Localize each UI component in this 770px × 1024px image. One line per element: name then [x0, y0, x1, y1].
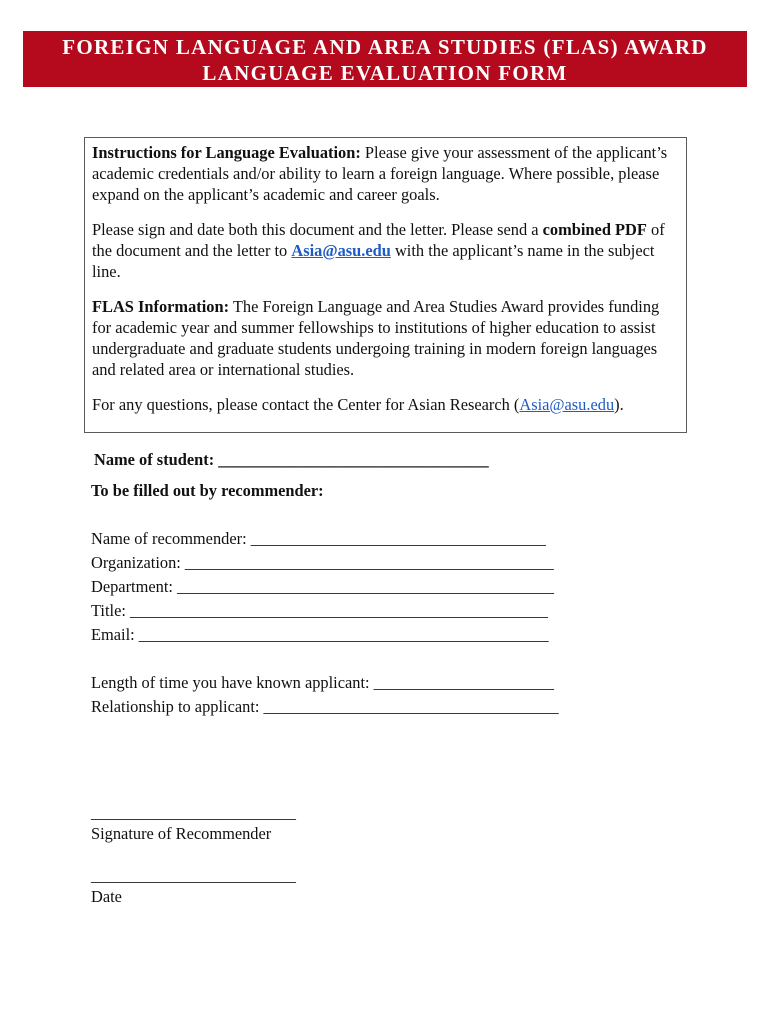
instructions-heading: Instructions for Language Evaluation:	[92, 143, 361, 162]
email-field[interactable]: Email: __________________________________________________	[91, 625, 549, 644]
date-label: Date	[91, 887, 122, 906]
form-title-line-2: LANGUAGE EVALUATION FORM	[202, 61, 568, 85]
combined-pdf-text: combined PDF	[542, 220, 647, 239]
flas-info-heading: FLAS Information:	[92, 297, 230, 316]
form-title-line-1: FOREIGN LANGUAGE AND AREA STUDIES (FLAS) AWARD	[62, 35, 708, 59]
recommender-section-heading: To be filled out by recommender:	[91, 481, 324, 500]
date-line[interactable]: _________________________	[91, 866, 296, 885]
instructions-box	[84, 137, 687, 433]
length-known-field[interactable]: Length of time you have known applicant: ______________________	[91, 673, 554, 692]
flas-info-paragraph	[92, 296, 676, 380]
submission-email-link[interactable]: Asia@asu.edu	[291, 241, 391, 260]
student-name-field[interactable]: Name of student: _________________________________	[94, 450, 489, 469]
department-field[interactable]: Department: ______________________________________________	[91, 577, 555, 596]
submission-text-3: with the applicant’s name in the subject line.	[92, 241, 655, 281]
recommender-name-field[interactable]: Name of recommender: ____________________________________	[91, 529, 546, 548]
contact-text-2: ).	[614, 395, 624, 414]
contact-paragraph	[92, 394, 676, 415]
submission-text-1: Please sign and date both this document and the letter. Please send a	[92, 220, 543, 239]
organization-field[interactable]: Organization: _____________________________________________	[91, 553, 554, 572]
signature-label: Signature of Recommender	[91, 824, 272, 843]
title-field[interactable]: Title: ___________________________________________________	[91, 601, 548, 620]
contact-text-1: For any questions, please contact the Center for Asian Research (	[92, 395, 520, 414]
instructions-paragraph	[92, 142, 676, 205]
signature-line[interactable]: _________________________	[91, 803, 296, 822]
submission-paragraph	[92, 219, 676, 282]
instructions-text: Please give your assessment of the applicant’s academic credentials and/or ability to learn a foreign language. Where possible, please expand on the applicant’s academic and career goals.	[92, 143, 668, 204]
relationship-field[interactable]: Relationship to applicant: ____________________________________	[91, 697, 559, 716]
submission-text-2: of the document and the letter to	[92, 220, 665, 260]
contact-email-link[interactable]: Asia@asu.edu	[519, 395, 615, 414]
flas-info-text: The Foreign Language and Area Studies Award provides funding for academic year and summer fellowships to institutions of higher education to assist undergraduate and graduate students undergoing training in modern foreign languages and related area or international studies.	[92, 297, 660, 379]
form-title-banner	[23, 31, 747, 87]
